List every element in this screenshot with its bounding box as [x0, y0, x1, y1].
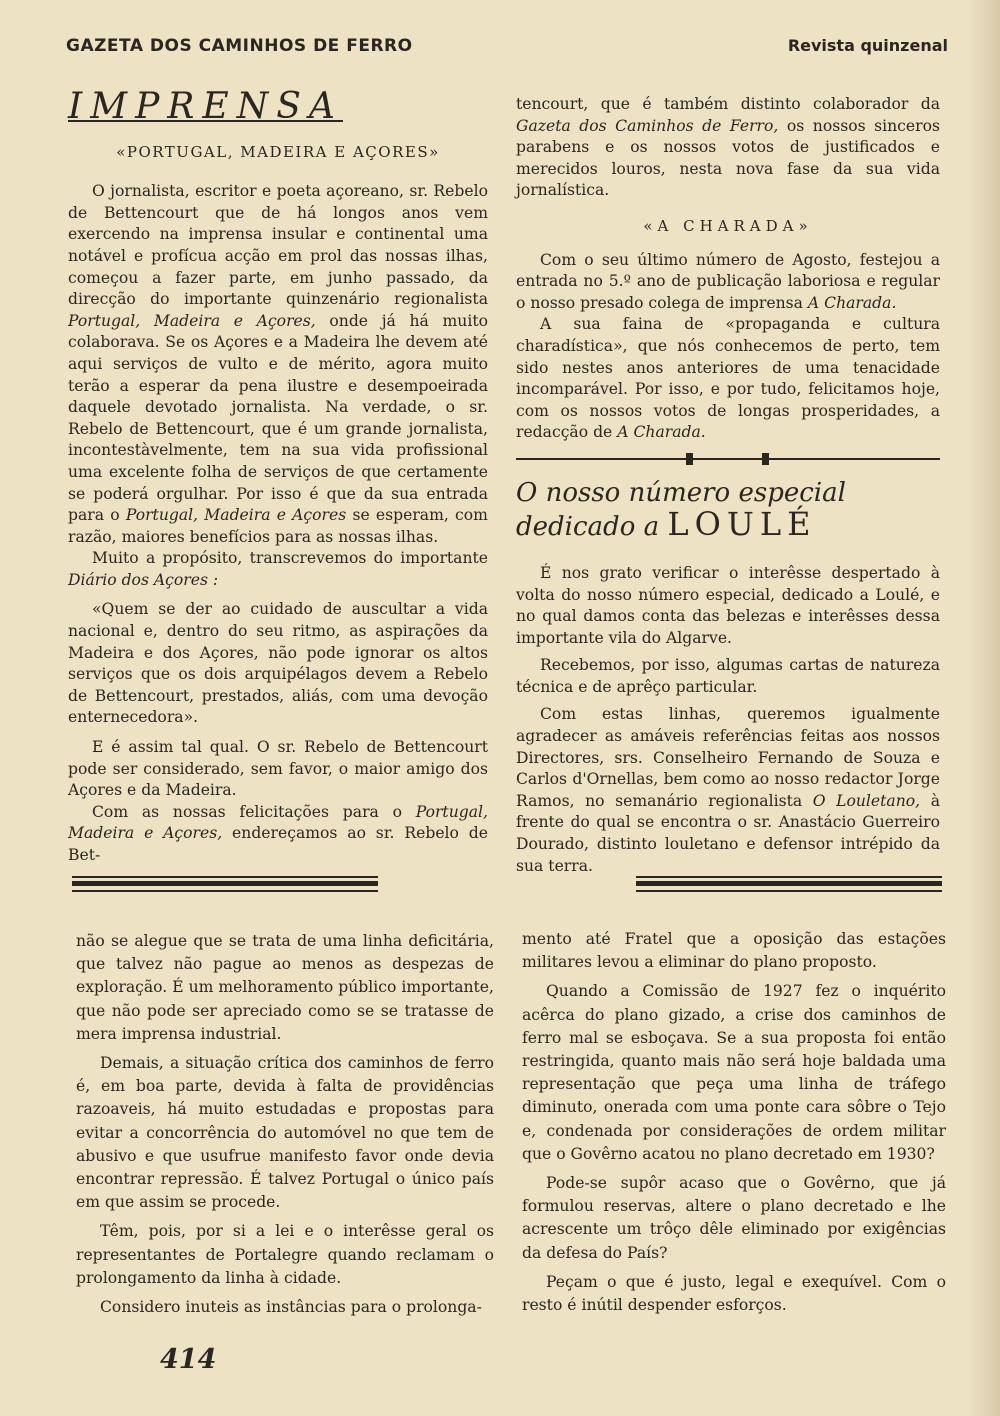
paragraph: Com estas linhas, queremos igualmente agradecer as amáveis referências feitas aos nossos Directores, srs. Conselheiro Fernando de Souza e Carlos d'Ornellas, bem como ao nosso redactor Jorge Ramos, no semanário regionalista O Louletano, à frente do qual se encontra o sr. Anastácio Guerreiro Dourado, distinto louletano e defensor intrépido da sua terra. — [516, 705, 940, 875]
paragraph: Quando a Comissão de 1927 fez o inquérito acêrca do plano gizado, a crise dos caminhos de ferro mal se esboçava. Se a sua proposta foi então restringida, quanto mais não será hoje baldada uma representação que peça uma linha de tráfego diminuto, onerada com uma ponte cara sôbre o Tejo e, condenada por considerações de ordem militar que o Govêrno acatou no plano decretado em 1930? — [522, 982, 946, 1163]
paragraph: Demais, a situação crítica dos caminhos de ferro é, em boa parte, devida à falta de providências razoaveis, há muito estudadas e propostas para evitar a concorrência do automóvel no que tem de abusivo e que usufrue manifesto favor onde devia encontrar repressão. É talvez Portugal o único país em que assim se procede. — [76, 1054, 494, 1212]
page-number: 414 — [160, 1344, 217, 1375]
article-subhead: «A CHARADA» — [643, 216, 813, 235]
feature-title: O nosso número especial dedicado a LOULÉ — [516, 477, 846, 543]
article-subhead: «PORTUGAL, MADEIRA E AÇORES» — [116, 142, 440, 161]
paragraph: Pode-se supôr acaso que o Govêrno, que já formulou reservas, altere o plano decretado e lhe acrescente um trôço dêle eliminado por exigências da defesa do País? — [522, 1174, 946, 1262]
paragraph: O jornalista, escritor e poeta açoreano, sr. Rebelo de Bettencourt que de há longos anos vem exercendo na imprensa insular e continental uma notável e profícua acção em prol das nossas ilhas, começou a fazer parte, em junho passado, da direcção do importante quinzenário regionalista Portugal, Madeira e Açores, onde já há muito colaborava. Se os Açores e a Madeira lhe devem até aqui serviços de vulto e de mérito, agora muito terão a esperar da pena ilustre e desempoeirada daquele devotado jornalista. Na verdade, o sr. Rebelo de Bettencourt, que é um grande jornalista, incontestàvelmente, tem na sua vida profissional uma excelente folha de serviços de que certamente se poderá orgulhar. Por isso é que da sua entrada para o Portugal, Madeira e Açores se esperam, com razão, maiores benefícios para as nossas ilhas. — [68, 182, 488, 546]
paragraph: não se alegue que se trata de uma linha deficitária, que talvez não pague ao menos as despezas de exploração. É um melhoramento público importante, que não pode ser apreciado como se se tratasse de mera imprensa industrial. — [76, 932, 494, 1043]
paragraph: Com o seu último número de Agosto, festejou a entrada no 5.º ano de publicação laboriosa e regular o nosso presado colega de imprensa A Charada. — [516, 250, 940, 312]
top-right-column — [516, 94, 940, 877]
bottom-left-column — [76, 930, 494, 1319]
section-title: IMPRENSA — [68, 86, 343, 127]
paragraph: Muito a propósito, transcrevemos do importante Diário dos Açores : — [68, 549, 488, 589]
ornamental-rule — [516, 450, 940, 468]
section-divider-left — [72, 876, 378, 898]
paragraph: E é assim tal qual. O sr. Rebelo de Bettencourt pode ser considerado, sem favor, o maior amigo dos Açores e da Madeira. — [68, 738, 488, 800]
paragraph: Têm, pois, por si a lei e o interêsse geral os representantes de Portalegre quando reclamam o prolongamento da linha à cidade. — [76, 1222, 494, 1287]
paragraph: tencourt, que é também distinto colaborador da Gazeta dos Caminhos de Ferro, os nossos sinceros parabens e os nossos votos de justificados e merecidos louros, nesta nova fase da sua vida jornalística. — [516, 95, 940, 200]
paragraph: Recebemos, por isso, algumas cartas de natureza técnica e de aprêço particular. — [516, 656, 940, 696]
quoted-paragraph: «Quem se der ao cuidado de auscultar a vida nacional e, dentro do seu ritmo, as aspirações da Madeira e dos Açores, não pode ignorar os altos serviços que os dois arquipélagos devem a Rebelo de Bettencourt, prestados, aliás, com uma devoção enternecedora». — [68, 600, 488, 727]
paragraph: Peçam o que é justo, legal e exequível. Com o resto é inútil despender esforços. — [522, 1272, 946, 1315]
bottom-right-column — [522, 928, 946, 1317]
paragraph: Com as nossas felicitações para o Portugal, Madeira e Açores, endereçamos ao sr. Rebelo de Bet- — [68, 802, 488, 864]
paragraph: mento até Fratel que a oposição das estações militares levou a eliminar do plano proposto. — [522, 930, 946, 972]
running-head-title: GAZETA DOS CAMINHOS DE FERRO — [66, 36, 413, 56]
page-edge-shadow — [968, 0, 1000, 1416]
section-divider-right — [636, 876, 942, 898]
paragraph: É nos grato verificar o interêsse despertado à volta do nosso número especial, dedicado a Loulé, e no qual damos conta das belezas e interêsses dessa importante vila do Algarve. — [516, 563, 940, 647]
top-left-column — [68, 86, 488, 867]
paragraph: A sua faina de «propaganda e cultura charadística», que nós conhecemos de perto, tem sido nestes anos anteriores de uma tenacidade incomparável. Por isso, e por tudo, felicitamos hoje, com os nossos votos de longas prosperidades, a redacção de A Charada. — [516, 315, 940, 442]
paragraph: Considero inuteis as instâncias para o prolonga- — [100, 1298, 482, 1317]
running-head-subtitle: Revista quinzenal — [787, 36, 948, 55]
